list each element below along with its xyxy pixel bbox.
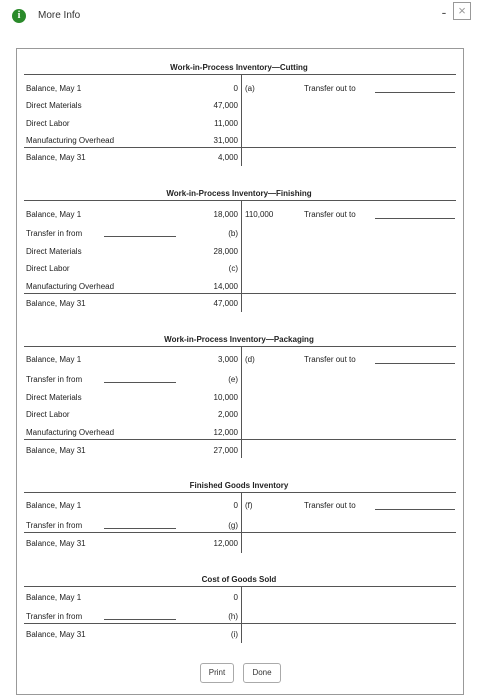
title-bar (0, 0, 479, 30)
credit-value: (f) (245, 501, 253, 510)
account-title: Cost of Goods Sold (201, 575, 277, 584)
transfer-out-blank[interactable] (375, 363, 455, 364)
row-label: Balance, May 1 (26, 210, 82, 219)
transfer-in-blank[interactable] (104, 619, 176, 620)
transfer-out-blank[interactable] (375, 509, 455, 510)
debit-value: 47,000 (213, 101, 238, 110)
debit-value: (e) (228, 375, 238, 384)
debit-value: 28,000 (213, 247, 238, 256)
debit-value: (i) (230, 630, 238, 639)
debit-value: (h) (228, 612, 238, 621)
debit-value: 4,000 (217, 153, 238, 162)
info-panel (16, 48, 464, 695)
row-label: Transfer in from (26, 521, 83, 530)
transfer-out-label: Transfer out to (304, 501, 356, 510)
transfer-out-label: Transfer out to (304, 355, 356, 364)
done-button[interactable]: Done (243, 663, 281, 683)
row-label: Direct Labor (26, 264, 70, 273)
debit-value: 12,000 (213, 539, 238, 548)
transfer-out-label: Transfer out to (304, 84, 356, 93)
row-label: Transfer in from (26, 612, 83, 621)
row-label: Balance, May 31 (26, 299, 86, 308)
transfer-in-blank[interactable] (104, 528, 176, 529)
row-label: Balance, May 1 (26, 501, 82, 510)
debit-value: 2,000 (217, 410, 238, 419)
debit-value: 14,000 (213, 282, 238, 291)
row-label: Direct Labor (26, 119, 70, 128)
row-label: Manufacturing Overhead (26, 428, 115, 437)
row-label: Transfer in from (26, 229, 83, 238)
debit-value: 27,000 (213, 446, 238, 455)
window-title: More Info (38, 10, 81, 21)
transfer-in-blank[interactable] (104, 236, 176, 237)
row-label: Balance, May 1 (26, 355, 82, 364)
row-label: Balance, May 1 (26, 593, 82, 602)
debit-value: (g) (228, 521, 238, 530)
row-label: Balance, May 31 (26, 153, 86, 162)
row-label: Balance, May 31 (26, 446, 86, 455)
transfer-out-blank[interactable] (375, 218, 455, 219)
info-icon: i (12, 9, 26, 23)
account-title: Work-in-Process Inventory—Packaging (164, 335, 314, 344)
debit-value: 11,000 (214, 119, 238, 128)
debit-value: 0 (233, 84, 238, 93)
debit-value: 47,000 (213, 299, 238, 308)
row-label: Balance, May 31 (26, 539, 86, 548)
debit-value: (b) (228, 229, 238, 238)
account-title: Work-in-Process Inventory—Finishing (166, 189, 312, 198)
debit-value: 31,000 (213, 136, 238, 145)
print-button[interactable]: Print (200, 663, 234, 683)
transfer-out-blank[interactable] (375, 92, 455, 93)
row-label: Manufacturing Overhead (26, 282, 115, 291)
row-label: Balance, May 1 (26, 84, 82, 93)
credit-value: (a) (245, 84, 255, 93)
minimize-button[interactable]: - (441, 4, 447, 20)
debit-value: 12,000 (213, 428, 238, 437)
debit-value: 3,000 (217, 355, 238, 364)
debit-value: 0 (233, 501, 238, 510)
transfer-in-blank[interactable] (104, 382, 176, 383)
credit-value: (d) (245, 355, 255, 364)
row-label: Direct Materials (26, 393, 82, 402)
row-label: Direct Materials (26, 101, 82, 110)
transfer-out-label: Transfer out to (304, 210, 356, 219)
debit-value: 0 (233, 593, 238, 602)
account-title: Work-in-Process Inventory—Cutting (170, 63, 308, 72)
row-label: Direct Labor (26, 410, 70, 419)
close-button[interactable]: × (453, 2, 471, 20)
account-title: Finished Goods Inventory (189, 481, 289, 490)
credit-value: 110,000 (245, 210, 274, 219)
debit-value: 18,000 (213, 210, 238, 219)
row-label: Direct Materials (26, 247, 82, 256)
row-label: Manufacturing Overhead (26, 136, 115, 145)
row-label: Transfer in from (26, 375, 83, 384)
row-label: Balance, May 31 (26, 630, 86, 639)
debit-value: (c) (228, 264, 238, 273)
debit-value: 10,000 (213, 393, 238, 402)
